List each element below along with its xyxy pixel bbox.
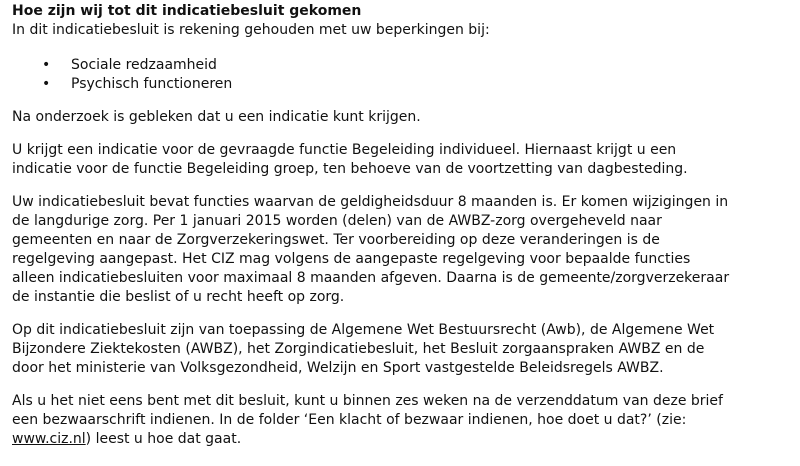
paragraph-line: Na onderzoek is gebleken dat u een indicatie kunt krijgen.: [12, 109, 421, 125]
ciz-website-link[interactable]: www.ciz.nl: [12, 431, 86, 447]
list-item-label: Psychisch functioneren: [71, 76, 233, 92]
paragraph-line: Als u het niet eens bent met dit besluit, kunt u binnen zes weken na de verzenddatum van deze brief: [12, 393, 723, 409]
list-item: [12, 75, 800, 94]
list-item: [12, 56, 800, 75]
paragraph-objection: [12, 392, 800, 449]
paragraph-line: gemeenten en naar de Zorgverzekeringswet. Ter voorbereiding op deze veranderingen is de: [12, 232, 660, 248]
paragraph-indication: [12, 141, 800, 179]
paragraph-legislation: [12, 321, 800, 378]
paragraph-line: indicatie voor de functie Begeleiding groep, ten behoeve van de voortzetting van dagbesteding.: [12, 161, 688, 177]
paragraph-line: Uw indicatiebesluit bevat functies waarvan de geldigheidsduur 8 maanden is. Er komen wijzigingen in: [12, 194, 729, 210]
paragraph-line: een bezwaarschrift indienen. In de folder ‘Een klacht of bezwaar indienen, hoe doet u dat?’ (zie:: [12, 412, 687, 428]
paragraph-line: U krijgt een indicatie voor de gevraagde functie Begeleiding individueel. Hiernaast krijgt u een: [12, 142, 677, 158]
paragraph-line: regelgeving aangepast. Het CIZ mag volgens de aangepaste regelgeving voor bepaalde functies: [12, 251, 691, 267]
paragraph-line: de instantie die beslist of u recht heeft op zorg.: [12, 289, 345, 305]
bullet-icon: •: [42, 57, 51, 73]
paragraph-outcome: [12, 108, 800, 127]
paragraph-line: door het ministerie van Volksgezondheid, Welzijn en Sport vastgestelde Beleidsregels AWBZ.: [12, 360, 664, 376]
paragraph-line: alleen indicatiebesluiten voor maximaal 8 maanden afgeven. Daarna is de gemeente/zorgverzekeraar: [12, 270, 730, 286]
bullet-icon: •: [42, 76, 51, 92]
list-item-label: Sociale redzaamheid: [71, 57, 217, 73]
paragraph-line: Op dit indicatiebesluit zijn van toepassing de Algemene Wet Bestuursrecht (Awb), de Algemene Wet: [12, 322, 715, 338]
paragraph-validity: [12, 193, 800, 307]
paragraph-line: de langdurige zorg. Per 1 januari 2015 worden (delen) van de AWBZ-zorg overgeheveld naar: [12, 213, 662, 229]
section-heading: Hoe zijn wij tot dit indicatiebesluit gekomen: [12, 3, 362, 19]
limitations-list: [12, 56, 800, 94]
intro-text: In dit indicatiebesluit is rekening gehouden met uw beperkingen bij:: [12, 22, 490, 38]
paragraph-line: Bijzondere Ziektekosten (AWBZ), het Zorgindicatiebesluit, het Besluit zorgaanspraken AWBZ en de: [12, 341, 705, 357]
link-tail-text: ) leest u hoe dat gaat.: [85, 431, 242, 447]
paragraph-line: [12, 430, 800, 449]
